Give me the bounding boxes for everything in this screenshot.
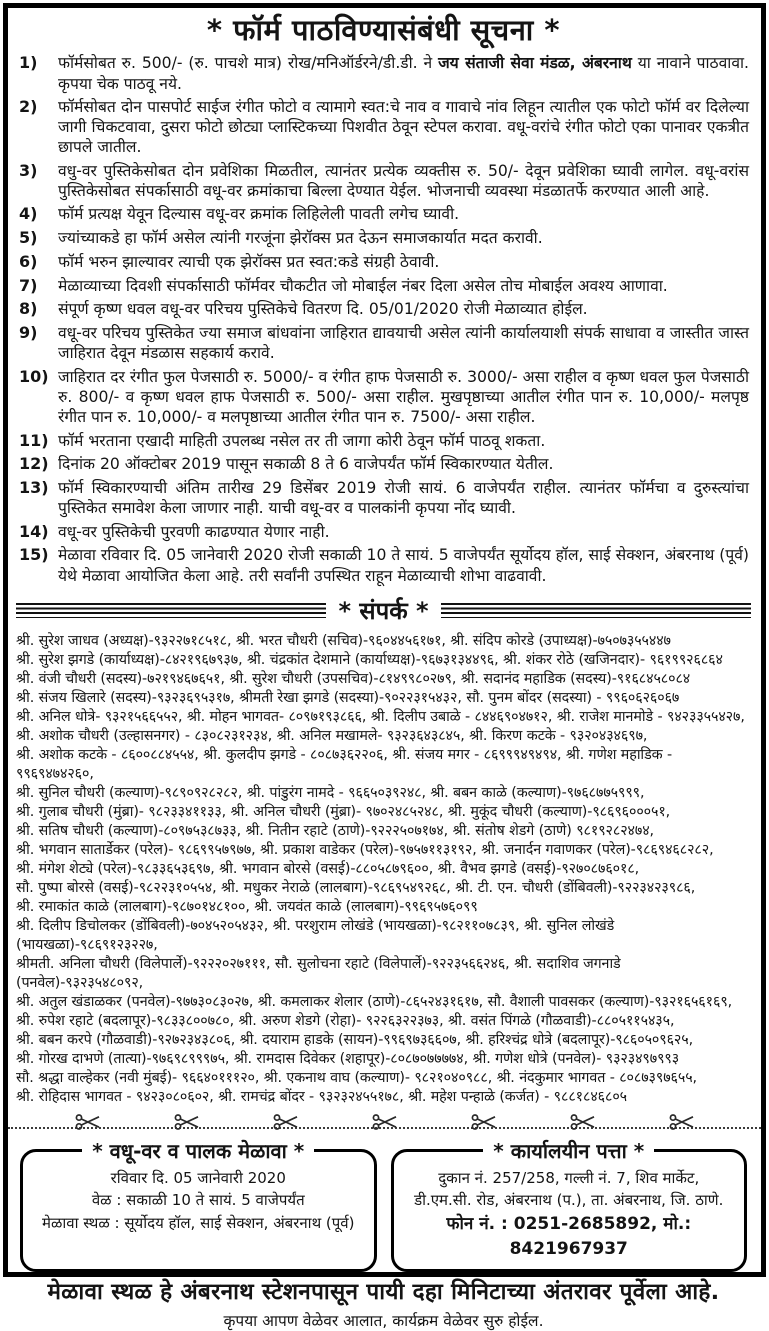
contact-line: श्रीमती. अनिला चौधरी (विलेपार्ले)-९२२२०२७१११, सौ. सुलोचना रहाटे (विलेपार्ले)-९२२३५६६२४६, श्री. सदाशिव जगनाडे (पनवेल)-९३२३५४८०९२, bbox=[16, 955, 621, 991]
instruction-text-segment: या नावाने पाठवावा. कृपया चेक पाठवू नये. bbox=[58, 54, 749, 93]
contact-line: श्री. संजय खिलारे (सदस्य)-९३२३६९५३१७, श्रीमती रेखा झगडे (सदस्या)-९०२२३१५४३२, सौ. पुनम बोंदर (सदस्या) - ९९६०६२६०६७ bbox=[16, 689, 680, 706]
instruction-text-segment: मेळावा रविवार दि. 05 जानेवारी 2020 रोजी सकाळी 10 ते सायं. 5 वाजेपर्यंत सूर्योदय हॉल, साई सेक्शन, अंबरनाथ (पूर्व) येथे मेळावा आयोजित केला आहे. तरी सर्वांनी उपस्थित राहून मेळाव्याची शोभा वाढवावी. bbox=[58, 546, 749, 585]
office-address-line2: डी.एम.सी. रोड, अंबरनाथ (प.), ता. अंबरनाथ, जि. ठाणे. bbox=[414, 1191, 724, 1210]
contact-line: श्री. सतिष चौधरी (कल्याण)-८०९७५३८७३३, श्री. नितीन रहाटे (ठाणे)-९२२२५०७१७४, श्री. संतोष शेडगे (ठाणे) ९८१९२८२४७४, bbox=[16, 822, 655, 839]
instruction-item bbox=[16, 478, 751, 519]
melava-date: रविवार दि. 05 जानेवारी 2020 bbox=[110, 1168, 286, 1187]
cut-here-line bbox=[8, 1113, 761, 1137]
instruction-number: 6) bbox=[19, 251, 38, 271]
contact-line: श्री. भगवान सातार्डेकर (परेल)- ९८६९९५७९७७, श्री. प्रकाश वाडेकर (परेल)-९७५७११३१९२, श्री. जनार्दन गवाणकर (परेल)-९८६९४६८२८२, bbox=[16, 841, 714, 858]
instruction-text bbox=[58, 97, 751, 158]
contact-line: श्री. अनिल धोत्रे- ९३२१५६६५५२, श्री. मोहन भागवत- ८०९७१९३८६६, श्री. दिलीप उबाळे - ८४४६९०४७१२, श्री. राजेश मानमोडे - ९४२३३५५४२७, bbox=[16, 708, 745, 725]
contact-line: श्री. गुलाब चौधरी (मुंब्रा)- ९८२३३४११३३, श्री. अनिल चौधरी (मुंब्रा)- ९७०२४८५२४८, श्री. मुकूंद चौधरी (कल्याण)-९८६९६०००५१, bbox=[16, 803, 671, 820]
contact-line: श्री. दिलीप डिचोलकर (डोंबिवली)-७०४५२०५४३२, श्री. परशुराम लोखंडे (भायखळा)-९८२११०७८३९, श्री. सुनिल लोखंडे (भायखळा)-९८६९१२३२२७, bbox=[16, 917, 615, 953]
instruction-number: 15) bbox=[19, 545, 49, 565]
instruction-text bbox=[58, 367, 751, 428]
instruction-number: 1) bbox=[19, 53, 38, 73]
contact-line: श्री. गोरख दाभणे (तात्या)-९७६९८९९९७५, श्री. रामदास दिवेकर (शहापूर)-८०८७०७७७७४, श्री. गणेश धोत्रे (पनवेल)- ९३२३४९७९९३ bbox=[16, 1050, 680, 1067]
instruction-number: 4) bbox=[19, 204, 38, 224]
instruction-text bbox=[58, 276, 751, 297]
instruction-item bbox=[16, 252, 751, 273]
contact-heading-title: * संपर्क * bbox=[338, 596, 429, 625]
instruction-text bbox=[58, 478, 751, 519]
instruction-text-segment: संपूर्ण कृष्ण धवल वधू-वर परिचय पुस्तिकेचे वितरण दि. 05/01/2020 रोजी मेळाव्यात होईल. bbox=[58, 300, 588, 319]
instruction-text-segment: वधू-वर परिचय पुस्तिकेत ज्या समाज बांधवांना जाहिरात द्यावयाची असेल त्यांनी कार्यालयाशी संपर्क साधावा व जास्तीत जास्त जाहिरात देवून मंडळास सहकार्य करावे. bbox=[58, 324, 749, 363]
instruction-text bbox=[58, 454, 751, 475]
instruction-text-segment: फॉर्म स्विकारण्याची अंतिम तारीख 29 डिसेंबर 2019 रोजी सायं. 6 वाजेपर्यंत राहील. त्यानंतर फॉर्मचा व दुरुस्त्यांचा पुस्तिकेत समावेश केला जाणार नाही. याची वधू-वर व पालकांनी कृपया नोंद घ्यावी. bbox=[58, 479, 749, 518]
instruction-number: 2) bbox=[19, 96, 38, 116]
office-address-line1: दुकान नं. 257/258, गल्ली नं. 7, शिव मार्केट, bbox=[438, 1168, 700, 1187]
instruction-text bbox=[58, 161, 751, 202]
instruction-text-segment: फॉर्मसोबत दोन पासपोर्ट साईज रंगीत फोटो व त्यामागे स्वत:चे नाव व गावाचे नांव लिहून त्यातील एक फोटो फॉर्म वर दिलेल्या जागी चिकटवावा, दुसरा फोटो छोट्या प्लास्टिकच्या पिशवीत ठेवून स्टेपल करावा. वधू-वरांचे रंगीत फोटो एका पानावर एकत्रीत छापले जातील. bbox=[58, 97, 749, 157]
contact-line: श्री. अतुल खंडाळकर (पनवेल)-९७७३०८३०२७, श्री. कमलाकर शेलार (ठाणे)-८६५२४३१६१७, सौ. वैशाली पावसकर (कल्याण)-९३२१६५६१६९, bbox=[16, 993, 733, 1010]
contact-line: श्री. सुरेश जाधव (अध्यक्ष)-९३२२७१८५१८, श्री. भरत चौधरी (सचिव)-९६०४४५६१७१, श्री. संदिप कोरडे (उपाध्यक्ष)-७५०७३५५४४७ bbox=[16, 632, 671, 649]
instruction-text bbox=[58, 522, 751, 543]
decorative-rule-right bbox=[441, 603, 751, 618]
office-phone-numbers: फोन नं. : 0251-2685892, मो.: 8421967937 bbox=[446, 1213, 692, 1260]
instruction-item bbox=[16, 454, 751, 475]
instruction-text bbox=[58, 299, 751, 320]
footer-punctuality-note: कृपया आपण वेळेवर आलात, कार्यक्रम वेळेवर सुरु होईल. bbox=[223, 1312, 544, 1331]
instruction-text bbox=[58, 323, 751, 364]
instruction-item bbox=[16, 299, 751, 320]
decorative-rule-left bbox=[16, 603, 326, 618]
scissors-row bbox=[38, 1113, 731, 1131]
contact-list bbox=[16, 632, 751, 1107]
instruction-item bbox=[16, 97, 751, 158]
melava-box-title: * वधू-वर व पालक मेळावा * bbox=[82, 1137, 314, 1164]
notice-document bbox=[3, 3, 766, 1331]
instruction-item bbox=[16, 522, 751, 543]
instruction-number: 12) bbox=[19, 454, 49, 474]
contact-line: श्री. रमाकांत काळे (लालबाग)-९८७०१४८१००, श्री. जयवंत काळे (लालबाग)-९९६९५७६०९९ bbox=[16, 898, 478, 915]
contact-line: श्री. मंगेश शेट्ये (परेल)-९८३३६५३६९७, श्री. भगवान बोरसे (वसई)-८८०५८७९६००, श्री. वैभव झगडे (वसई)-९२७०८७६०१८, bbox=[16, 860, 640, 877]
scissors-icon bbox=[471, 1113, 497, 1131]
contact-line: श्री. सुरेश झगडे (कार्याध्यक्ष)-८४२१९६७९३७, श्री. चंद्रकांत देशमाने (कार्याध्यक्ष)-९६७३१३४४९६, श्री. शंकर रोठे (खजिनदार)- ९६१९९२६८६४ bbox=[16, 651, 723, 668]
page-title: * फॉर्म पाठविण्यासंबंधी सूचना * bbox=[206, 13, 561, 47]
instruction-text-bold: जय संताजी सेवा मंडळ, अंबरनाथ bbox=[438, 54, 632, 73]
instruction-text-segment: वधू-वर पुस्तिकेची पुरवणी काढण्यात येणार नाही. bbox=[58, 522, 330, 541]
instruction-text-segment: फॉर्मसोबत रु. 500/- (रु. पाचशे मात्र) रोख/मनिऑर्डरने/डी.डी. ने bbox=[58, 54, 439, 73]
scissors-icon bbox=[570, 1113, 596, 1131]
bottom-info-boxes bbox=[20, 1138, 747, 1272]
footer-venue-note: मेळावा स्थळ हे अंबरनाथ स्टेशनपासून पायी दहा मिनिटाच्या अंतरावर पूर्वेला आहे. bbox=[47, 1278, 720, 1305]
instruction-list bbox=[16, 53, 751, 586]
instruction-text-segment: वधु-वर पुस्तिकेसोबत दोन प्रवेशिका मिळतील, त्यानंतर प्रत्येक व्यक्तीस रु. 50/- देवून प्रवेशिका घ्यावी लागेल. वधू-वरांस पुस्तिकेसोबत संपर्कासाठी वधू-वर क्रमांकाचा बिल्ला देण्यात येईल. भोजनाची व्यवस्था मंडळातर्फे करण्यात आली आहे. bbox=[58, 161, 749, 200]
contact-line: सौ. पुष्पा बोरसे (वसई)-९८२२३१०५५४, श्री. मधुकर नेराळे (लालबाग)-९८६९५४९२६८, श्री. टी. एन. चौधरी (डोंबिवली)-९२२३४२३९८६, bbox=[16, 879, 696, 896]
contact-line: श्री. अशोक चौधरी (उल्हासनगर) - ८३०८२३१२३४, श्री. अनिल मखामले- ९३२३६४३८४५, श्री. किरण कटके - ९३२०४३४६९७, bbox=[16, 727, 648, 744]
melava-venue: मेळावा स्थळ : सूर्योदय हॉल, साई सेक्शन, अंबरनाथ (पूर्व) bbox=[42, 1213, 355, 1232]
instruction-number: 5) bbox=[19, 228, 38, 247]
instruction-text bbox=[58, 252, 751, 273]
melava-time: वेळ : सकाळी 10 ते सायं. 5 वाजेपर्यंत bbox=[91, 1191, 305, 1210]
instruction-number: 8) bbox=[19, 299, 38, 319]
contact-heading bbox=[16, 594, 751, 627]
instruction-text-segment: जाहिरात दर रंगीत फुल पेजसाठी रु. 5000/- व रंगीत हाफ पेजसाठी रु. 3000/- असा राहील व कृष्ण धवल फुल पेजसाठी रु. 800/- व कृष्ण धवल हाफ पेजसाठी रु. 500/- असा राहील. मुखपृष्ठाच्या आतील रंगीत पान रु. 10,000/- मलपृष्ठ रंगीत पान रु. 10,000/- व मलपृष्ठाच्या आतील रंगीत पान रु. 7500/- असा राहील. bbox=[58, 367, 749, 427]
scissors-icon bbox=[372, 1113, 398, 1131]
scissors-icon bbox=[75, 1113, 101, 1131]
contact-line: श्री. रुपेश रहाटे (बदलापूर)-९८३३८००७८०, श्री. अरुण शेडगे (रोहा)- ९२२६३२२३७३, श्री. वसंत पिंगळे (गौळवाडी)-८८०५११५४३५, bbox=[16, 1012, 675, 1029]
instruction-number: 14) bbox=[19, 521, 49, 541]
instruction-number: 9) bbox=[19, 323, 38, 343]
contact-line: श्री. वंजी चौधरी (सदस्य)-७२१९४६७६५१, श्री. सुरेश चौधरी (उपसचिव)-८१४९९८०२७९, श्री. सदानंद महाडिक (सदस्य)-९१६८४५८०८४ bbox=[16, 670, 691, 687]
scissors-icon bbox=[273, 1113, 299, 1131]
melava-info-box bbox=[20, 1138, 377, 1272]
contact-line: श्री. अशोक कटके - ८६००८८४५५४, श्री. कुलदीप झगडे - ८०८७३६२२०६, श्री. संजय मगर - ८६९९९४९४९४, श्री. गणेश महाडिक - ९९६९४७४२६०, bbox=[16, 746, 673, 782]
instruction-number: 11) bbox=[19, 430, 49, 450]
contact-line: श्री. बबन करपे (गौळवाडी)-९२७२३४३८०६, श्री. दयाराम हाडके (सायन)-९९६९७३६६०७, श्री. हरिश्चंद्र धोत्रे (बदलापूर)-९८६०५०९६२५, bbox=[16, 1031, 694, 1048]
instruction-number: 13) bbox=[19, 478, 49, 498]
instruction-text-segment: फॉर्म भरुन झाल्यावर त्याची एक झेरॉक्स प्रत स्वत:कडे संग्रही ठेवावी. bbox=[58, 252, 440, 271]
contact-line: श्री. रोहिदास भागवत - ९४२३०८०६०२, श्री. रामचंद्र बोंदर - ९३२३२४५५१७८, श्री. महेश पन्हाळे (कर्जत) - ९८८१८४६८०५ bbox=[16, 1088, 627, 1105]
instruction-text-segment: फॉर्म भरताना एखादी माहिती उपलब्ध नसेल तर ती जागा कोरी ठेवून फॉर्म पाठवू शकता. bbox=[58, 431, 546, 450]
office-box-title: * कार्यालयीन पत्ता * bbox=[483, 1137, 654, 1164]
instruction-item bbox=[16, 204, 751, 225]
contact-line: सौ. श्रद्धा वाल्हेकर (नवी मुंबई)- ९६६४०१११२०, श्री. एकनाथ वाघ (कल्याण)- ९८२१०४०९८८, श्री. नंदकुमार भागवत - ८०८७३९७६५५, bbox=[16, 1069, 697, 1086]
instruction-text bbox=[58, 545, 751, 586]
instruction-item bbox=[16, 228, 751, 249]
instruction-text bbox=[58, 204, 751, 225]
instruction-text bbox=[58, 228, 751, 249]
instruction-text bbox=[58, 53, 751, 94]
instruction-number: 7) bbox=[19, 275, 38, 295]
instruction-text bbox=[58, 431, 751, 452]
instruction-item bbox=[16, 161, 751, 202]
instruction-text-segment: फॉर्म प्रत्यक्ष येवून दिल्यास वधू-वर क्रमांक लिहिलेली पावती लगेच घ्यावी. bbox=[58, 205, 460, 224]
instruction-number: 10) bbox=[19, 366, 49, 386]
instruction-item bbox=[16, 323, 751, 364]
instruction-item bbox=[16, 367, 751, 428]
instruction-item bbox=[16, 53, 751, 94]
office-address-box bbox=[391, 1138, 748, 1272]
instruction-item bbox=[16, 276, 751, 297]
scissors-icon bbox=[669, 1113, 695, 1131]
contact-line: श्री. सुनिल चौधरी (कल्याण)-९८९०९२८२८२, श्री. पांडुरंग नामदे - ९६६५०३९२४८, श्री. बबन काळे (कल्याण)-९७६८७७५९९९, bbox=[16, 784, 645, 801]
instruction-text-segment: मेळाव्याच्या दिवशी संपर्कासाठी फॉर्मवर चौकटीत जो मोबाईल नंबर दिला असेल तोच मोबाईल अवश्य आणावा. bbox=[58, 276, 668, 295]
instruction-item bbox=[16, 431, 751, 452]
instruction-number: 3) bbox=[19, 160, 38, 180]
instruction-item bbox=[16, 545, 751, 586]
instruction-text-segment: ज्यांच्याकडे हा फॉर्म असेल त्यांनी गरजूंना झेरॉक्स प्रत देऊन समाजकार्यात मदत करावी. bbox=[58, 229, 543, 247]
instruction-text-segment: दिनांक 20 ऑक्टोबर 2019 पासून सकाळी 8 ते 6 वाजेपर्यंत फॉर्म स्विकारण्यात येतील. bbox=[58, 455, 554, 474]
scissors-icon bbox=[174, 1113, 200, 1131]
